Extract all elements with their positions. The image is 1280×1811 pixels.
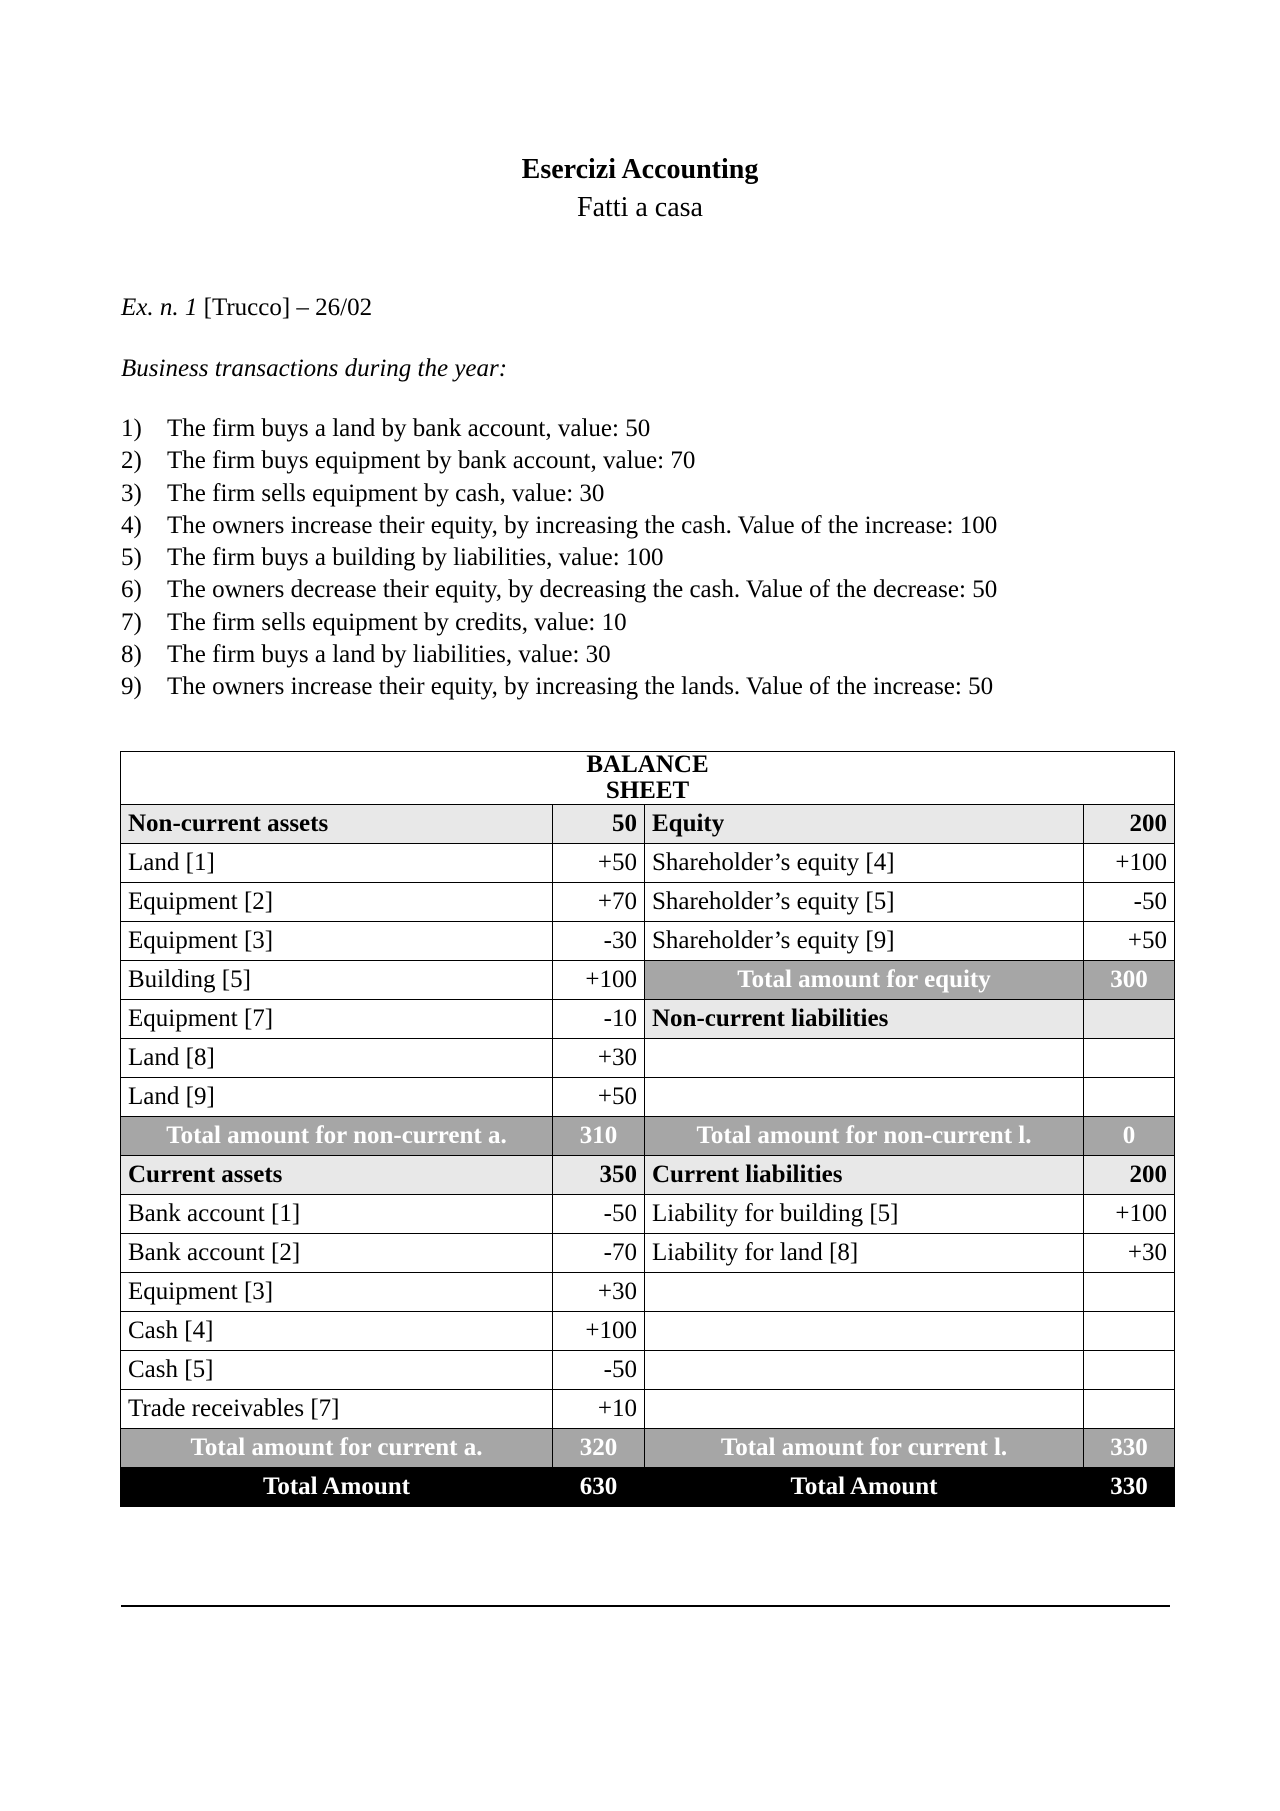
entry-label: Liability for building [5]	[645, 1195, 1084, 1234]
transaction-item	[121, 413, 997, 445]
entry-label: Equipment [7]	[121, 1000, 553, 1039]
table-row	[121, 1039, 1175, 1078]
section-label: Non-current liabilities	[645, 1000, 1084, 1039]
entry-value	[1084, 1078, 1175, 1117]
entry-label: Shareholder’s equity [5]	[645, 883, 1084, 922]
entry-label	[645, 1312, 1084, 1351]
transaction-item	[121, 574, 997, 606]
transaction-number: 5)	[121, 544, 142, 572]
entry-value: +70	[553, 883, 645, 922]
entry-value: -70	[553, 1234, 645, 1273]
subtotal-label: Total amount for non-current a.	[121, 1117, 553, 1156]
table-row	[121, 1000, 1175, 1039]
transaction-item	[121, 542, 997, 574]
table-row	[121, 1117, 1175, 1156]
transaction-item	[121, 671, 997, 703]
entry-label: Building [5]	[121, 961, 553, 1000]
entry-value: -30	[553, 922, 645, 961]
section-value: 350	[553, 1156, 645, 1195]
entry-label	[645, 1351, 1084, 1390]
transaction-text: The owners increase their equity, by increasing the cash. Value of the increase: 100	[167, 511, 998, 539]
entry-value: +10	[553, 1390, 645, 1429]
transaction-number: 1)	[121, 415, 142, 442]
entry-value: -10	[553, 1000, 645, 1039]
balance-sheet-table	[120, 751, 1175, 1507]
balance-sheet-header-row	[121, 752, 1175, 805]
entry-value: +30	[553, 1273, 645, 1312]
table-row	[121, 1273, 1175, 1312]
entry-label: Equipment [2]	[121, 883, 553, 922]
document-title: Esercizi Accounting	[521, 154, 759, 185]
entry-label: Bank account [2]	[121, 1234, 553, 1273]
entry-label	[645, 1078, 1084, 1117]
entry-value: +30	[553, 1039, 645, 1078]
transaction-item	[121, 607, 997, 639]
entry-value: -50	[553, 1351, 645, 1390]
table-row	[121, 1390, 1175, 1429]
entry-label: Land [1]	[121, 844, 553, 883]
entry-value	[1084, 1390, 1175, 1429]
section-value	[1084, 1000, 1175, 1039]
balance-sheet-title-line1: BALANCE	[586, 751, 709, 778]
entry-label: Cash [4]	[121, 1312, 553, 1351]
equity-total-value: 300	[1084, 961, 1175, 1000]
table-row	[121, 1195, 1175, 1234]
entry-value: +100	[1084, 844, 1175, 883]
table-row	[121, 1312, 1175, 1351]
subtotal-value: 330	[1084, 1429, 1175, 1468]
entry-value: +30	[1084, 1234, 1175, 1273]
subtotal-value: 0	[1084, 1117, 1175, 1156]
entry-label: Equipment [3]	[121, 1273, 553, 1312]
transactions-intro: Business transactions during the year:	[121, 355, 508, 382]
entry-value	[1084, 1351, 1175, 1390]
grand-total-value: 330	[1084, 1468, 1175, 1507]
subtotal-value: 310	[553, 1117, 645, 1156]
table-row	[121, 1234, 1175, 1273]
section-label: Current assets	[121, 1156, 553, 1195]
table-row	[121, 844, 1175, 883]
entry-value: +100	[553, 961, 645, 1000]
subtotal-label: Total amount for non-current l.	[645, 1117, 1084, 1156]
grand-total-row	[121, 1468, 1175, 1507]
section-value: 50	[553, 805, 645, 844]
transaction-text: The firm buys a land by liabilities, value: 30	[167, 641, 611, 669]
entry-value: +100	[553, 1312, 645, 1351]
entry-label	[645, 1273, 1084, 1312]
transaction-number: 4)	[121, 511, 142, 539]
entry-value	[1084, 1039, 1175, 1078]
balance-sheet-title	[121, 752, 1175, 805]
table-row	[121, 922, 1175, 961]
transaction-number: 8)	[121, 641, 142, 669]
entry-value: +50	[1084, 922, 1175, 961]
subtotal-label: Total amount for current l.	[645, 1429, 1084, 1468]
entry-value: +50	[553, 844, 645, 883]
entry-value: +100	[1084, 1195, 1175, 1234]
table-row	[121, 805, 1175, 844]
grand-total-label: Total Amount	[121, 1468, 553, 1507]
transaction-number: 9)	[121, 673, 142, 701]
transaction-item	[121, 445, 997, 477]
table-row	[121, 1078, 1175, 1117]
entry-label	[645, 1039, 1084, 1078]
transaction-text: The firm buys a land by bank account, value: 50	[167, 415, 651, 442]
subtotal-label: Total amount for current a.	[121, 1429, 553, 1468]
entry-label: Shareholder’s equity [4]	[645, 844, 1084, 883]
equity-total-label: Total amount for equity	[645, 961, 1084, 1000]
transaction-text: The firm buys a building by liabilities, value: 100	[167, 544, 664, 572]
section-label: Equity	[645, 805, 1084, 844]
table-row	[121, 1429, 1175, 1468]
entry-label: Land [9]	[121, 1078, 553, 1117]
balance-sheet-title-line2: SHEET	[605, 777, 690, 804]
entry-label: Shareholder’s equity [9]	[645, 922, 1084, 961]
entry-label: Trade receivables [7]	[121, 1390, 553, 1429]
transaction-number: 7)	[121, 608, 142, 636]
transaction-text: The owners increase their equity, by increasing the lands. Value of the increase: 50	[167, 673, 994, 701]
table-row	[121, 961, 1175, 1000]
transaction-item	[121, 510, 997, 542]
entry-label: Bank account [1]	[121, 1195, 553, 1234]
entry-label: Equipment [3]	[121, 922, 553, 961]
entry-label: Cash [5]	[121, 1351, 553, 1390]
entry-label	[645, 1390, 1084, 1429]
transaction-text: The firm sells equipment by cash, value: 30	[167, 479, 605, 507]
footer-divider	[121, 1605, 1170, 1607]
entry-value: -50	[553, 1195, 645, 1234]
transaction-text: The firm sells equipment by credits, value: 10	[167, 608, 627, 636]
exercise-details: [Trucco] – 26/02	[197, 294, 373, 321]
entry-label: Liability for land [8]	[645, 1234, 1084, 1273]
transaction-item	[121, 478, 997, 510]
subtotal-value: 320	[553, 1429, 645, 1468]
grand-total-value: 630	[553, 1468, 645, 1507]
section-value: 200	[1084, 1156, 1175, 1195]
transaction-number: 3)	[121, 479, 142, 507]
table-row	[121, 1156, 1175, 1195]
document-subtitle: Fatti a casa	[577, 192, 703, 223]
section-label: Non-current assets	[121, 805, 553, 844]
transaction-text: The owners decrease their equity, by decreasing the cash. Value of the decrease: 50	[167, 576, 998, 604]
entry-value	[1084, 1273, 1175, 1312]
exercise-heading	[121, 294, 372, 322]
table-row	[121, 1351, 1175, 1390]
transaction-text: The firm buys equipment by bank account, value: 70	[167, 447, 696, 475]
entry-value: -50	[1084, 883, 1175, 922]
grand-total-label: Total Amount	[645, 1468, 1084, 1507]
entry-label: Land [8]	[121, 1039, 553, 1078]
transaction-number: 6)	[121, 576, 142, 604]
section-label: Current liabilities	[645, 1156, 1084, 1195]
entry-value: +50	[553, 1078, 645, 1117]
section-value: 200	[1084, 805, 1175, 844]
transactions-list	[121, 413, 997, 704]
entry-value	[1084, 1312, 1175, 1351]
table-row	[121, 883, 1175, 922]
transaction-number: 2)	[121, 447, 142, 475]
transaction-item	[121, 639, 997, 671]
exercise-label: Ex. n. 1	[121, 294, 198, 321]
